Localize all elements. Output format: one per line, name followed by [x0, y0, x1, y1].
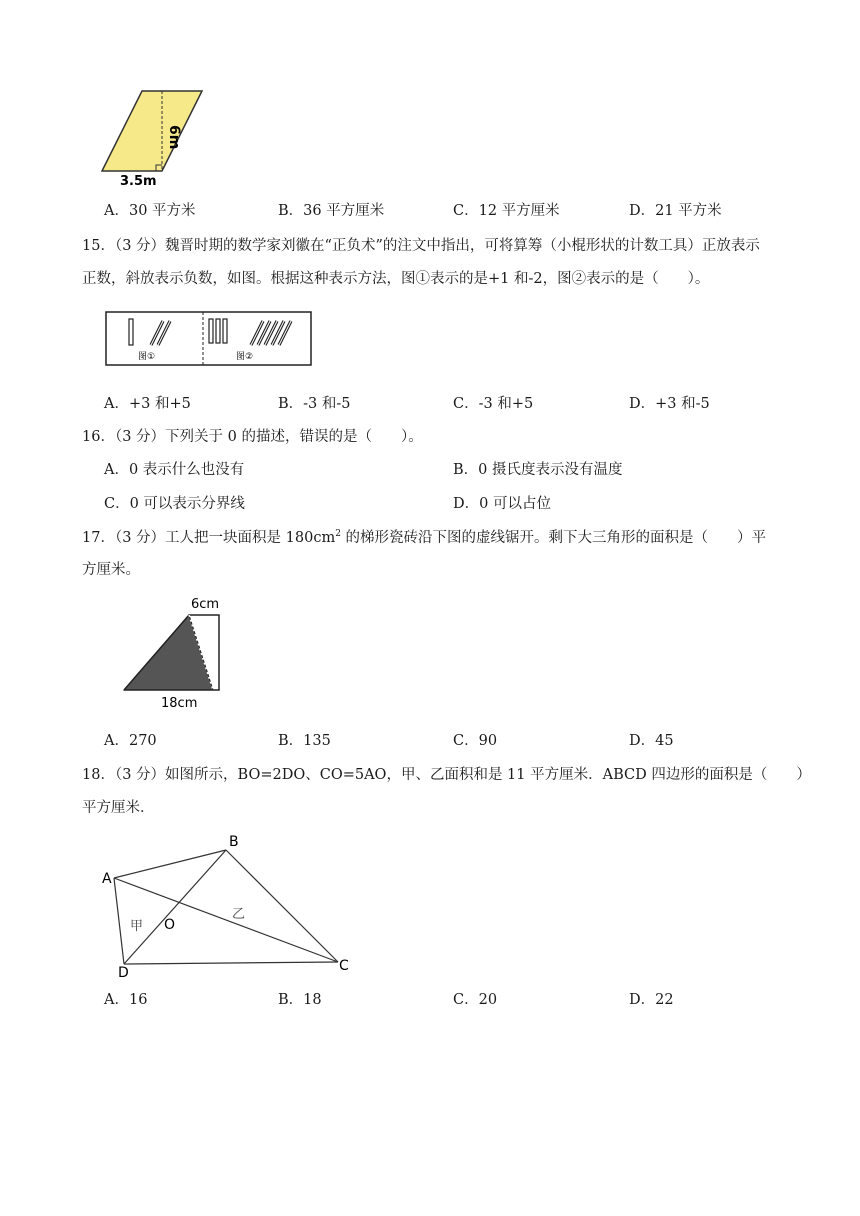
q17-stem-part2: 的梯形瓷砖沿下图的虚线锯开。剩下大三角形的面积是（ ）平 — [340, 530, 767, 546]
q14-option-b[interactable]: B．36 平方厘米 — [278, 203, 385, 219]
q18-stem-line1: 18．（3 分）如图所示，BO=2DO、CO=5AO，甲、乙面积和是 11 平方厘米．ABCD 四边形的面积是（ ） — [82, 767, 811, 783]
q17-stem-line1 — [82, 528, 766, 548]
q17-option-c[interactable]: C．90 — [453, 733, 498, 749]
q18-option-c[interactable]: C．20 — [453, 992, 498, 1008]
base-label: 3.5m — [120, 174, 157, 189]
counting-rods-figure — [105, 311, 313, 367]
q18-option-b[interactable]: B．18 — [278, 992, 322, 1008]
q16-option-c[interactable]: C．0 可以表示分界线 — [104, 496, 245, 512]
vertex-c: C — [339, 958, 349, 974]
fig1-label: 图① — [138, 352, 156, 362]
q14-option-c[interactable]: C．12 平方厘米 — [453, 203, 560, 219]
vertex-b: B — [229, 834, 239, 850]
top-label: 6cm — [191, 597, 220, 612]
region-jia: 甲 — [130, 919, 144, 934]
q15-option-a[interactable]: A．+3 和+5 — [104, 396, 191, 412]
q18-option-d[interactable]: D．22 — [629, 992, 674, 1008]
q17-option-d[interactable]: D．45 — [629, 733, 674, 749]
shaded-triangle — [124, 615, 213, 690]
q17-stem-sup: 2 — [335, 529, 341, 540]
q15-option-b[interactable]: B．-3 和-5 — [278, 396, 351, 412]
q17-stem-line2: 方厘米。 — [82, 562, 140, 578]
q17-option-a[interactable]: A．270 — [104, 733, 157, 749]
trapezoid-figure — [115, 593, 235, 713]
q15-stem-line1: 15．（3 分）魏晋时期的数学家刘徽在“正负术”的注文中指出，可将算筹（小棍形状的计数工具）正放表示 — [82, 238, 760, 254]
vertex-a: A — [102, 871, 112, 887]
q14-option-a[interactable]: A．30 平方米 — [104, 203, 196, 219]
q16-option-b[interactable]: B．0 摄氏度表示没有温度 — [453, 462, 623, 478]
fig2-label: 图② — [236, 352, 254, 362]
q17-option-b[interactable]: B．135 — [278, 733, 331, 749]
q14-option-d[interactable]: D．21 平方米 — [629, 203, 722, 219]
parallelogram-shape — [102, 91, 202, 171]
height-label: 6m — [166, 125, 182, 150]
bottom-label: 18cm — [161, 696, 198, 711]
q18-option-a[interactable]: A．16 — [104, 992, 148, 1008]
q15-option-c[interactable]: C．-3 和+5 — [453, 396, 534, 412]
region-yi: 乙 — [232, 907, 246, 922]
parallelogram-figure — [96, 85, 216, 190]
q16-stem: 16．（3 分）下列关于 0 的描述，错误的是（ ）。 — [82, 429, 423, 445]
q15-stem-line2: 正数，斜放表示负数，如图。根据这种表示方法，图①表示的是+1 和-2，图②表示的是（ ）。 — [82, 271, 710, 287]
q16-option-d[interactable]: D．0 可以占位 — [453, 496, 551, 512]
point-o: O — [164, 917, 176, 933]
q18-stem-line2: 平方厘米． — [82, 800, 155, 816]
quadrilateral-figure — [100, 830, 360, 978]
q16-option-a[interactable]: A．0 表示什么也没有 — [104, 462, 245, 478]
vertex-d: D — [118, 965, 129, 978]
q15-option-d[interactable]: D．+3 和-5 — [629, 396, 710, 412]
q17-stem-part1: 17．（3 分）工人把一块面积是 180cm — [82, 530, 336, 546]
